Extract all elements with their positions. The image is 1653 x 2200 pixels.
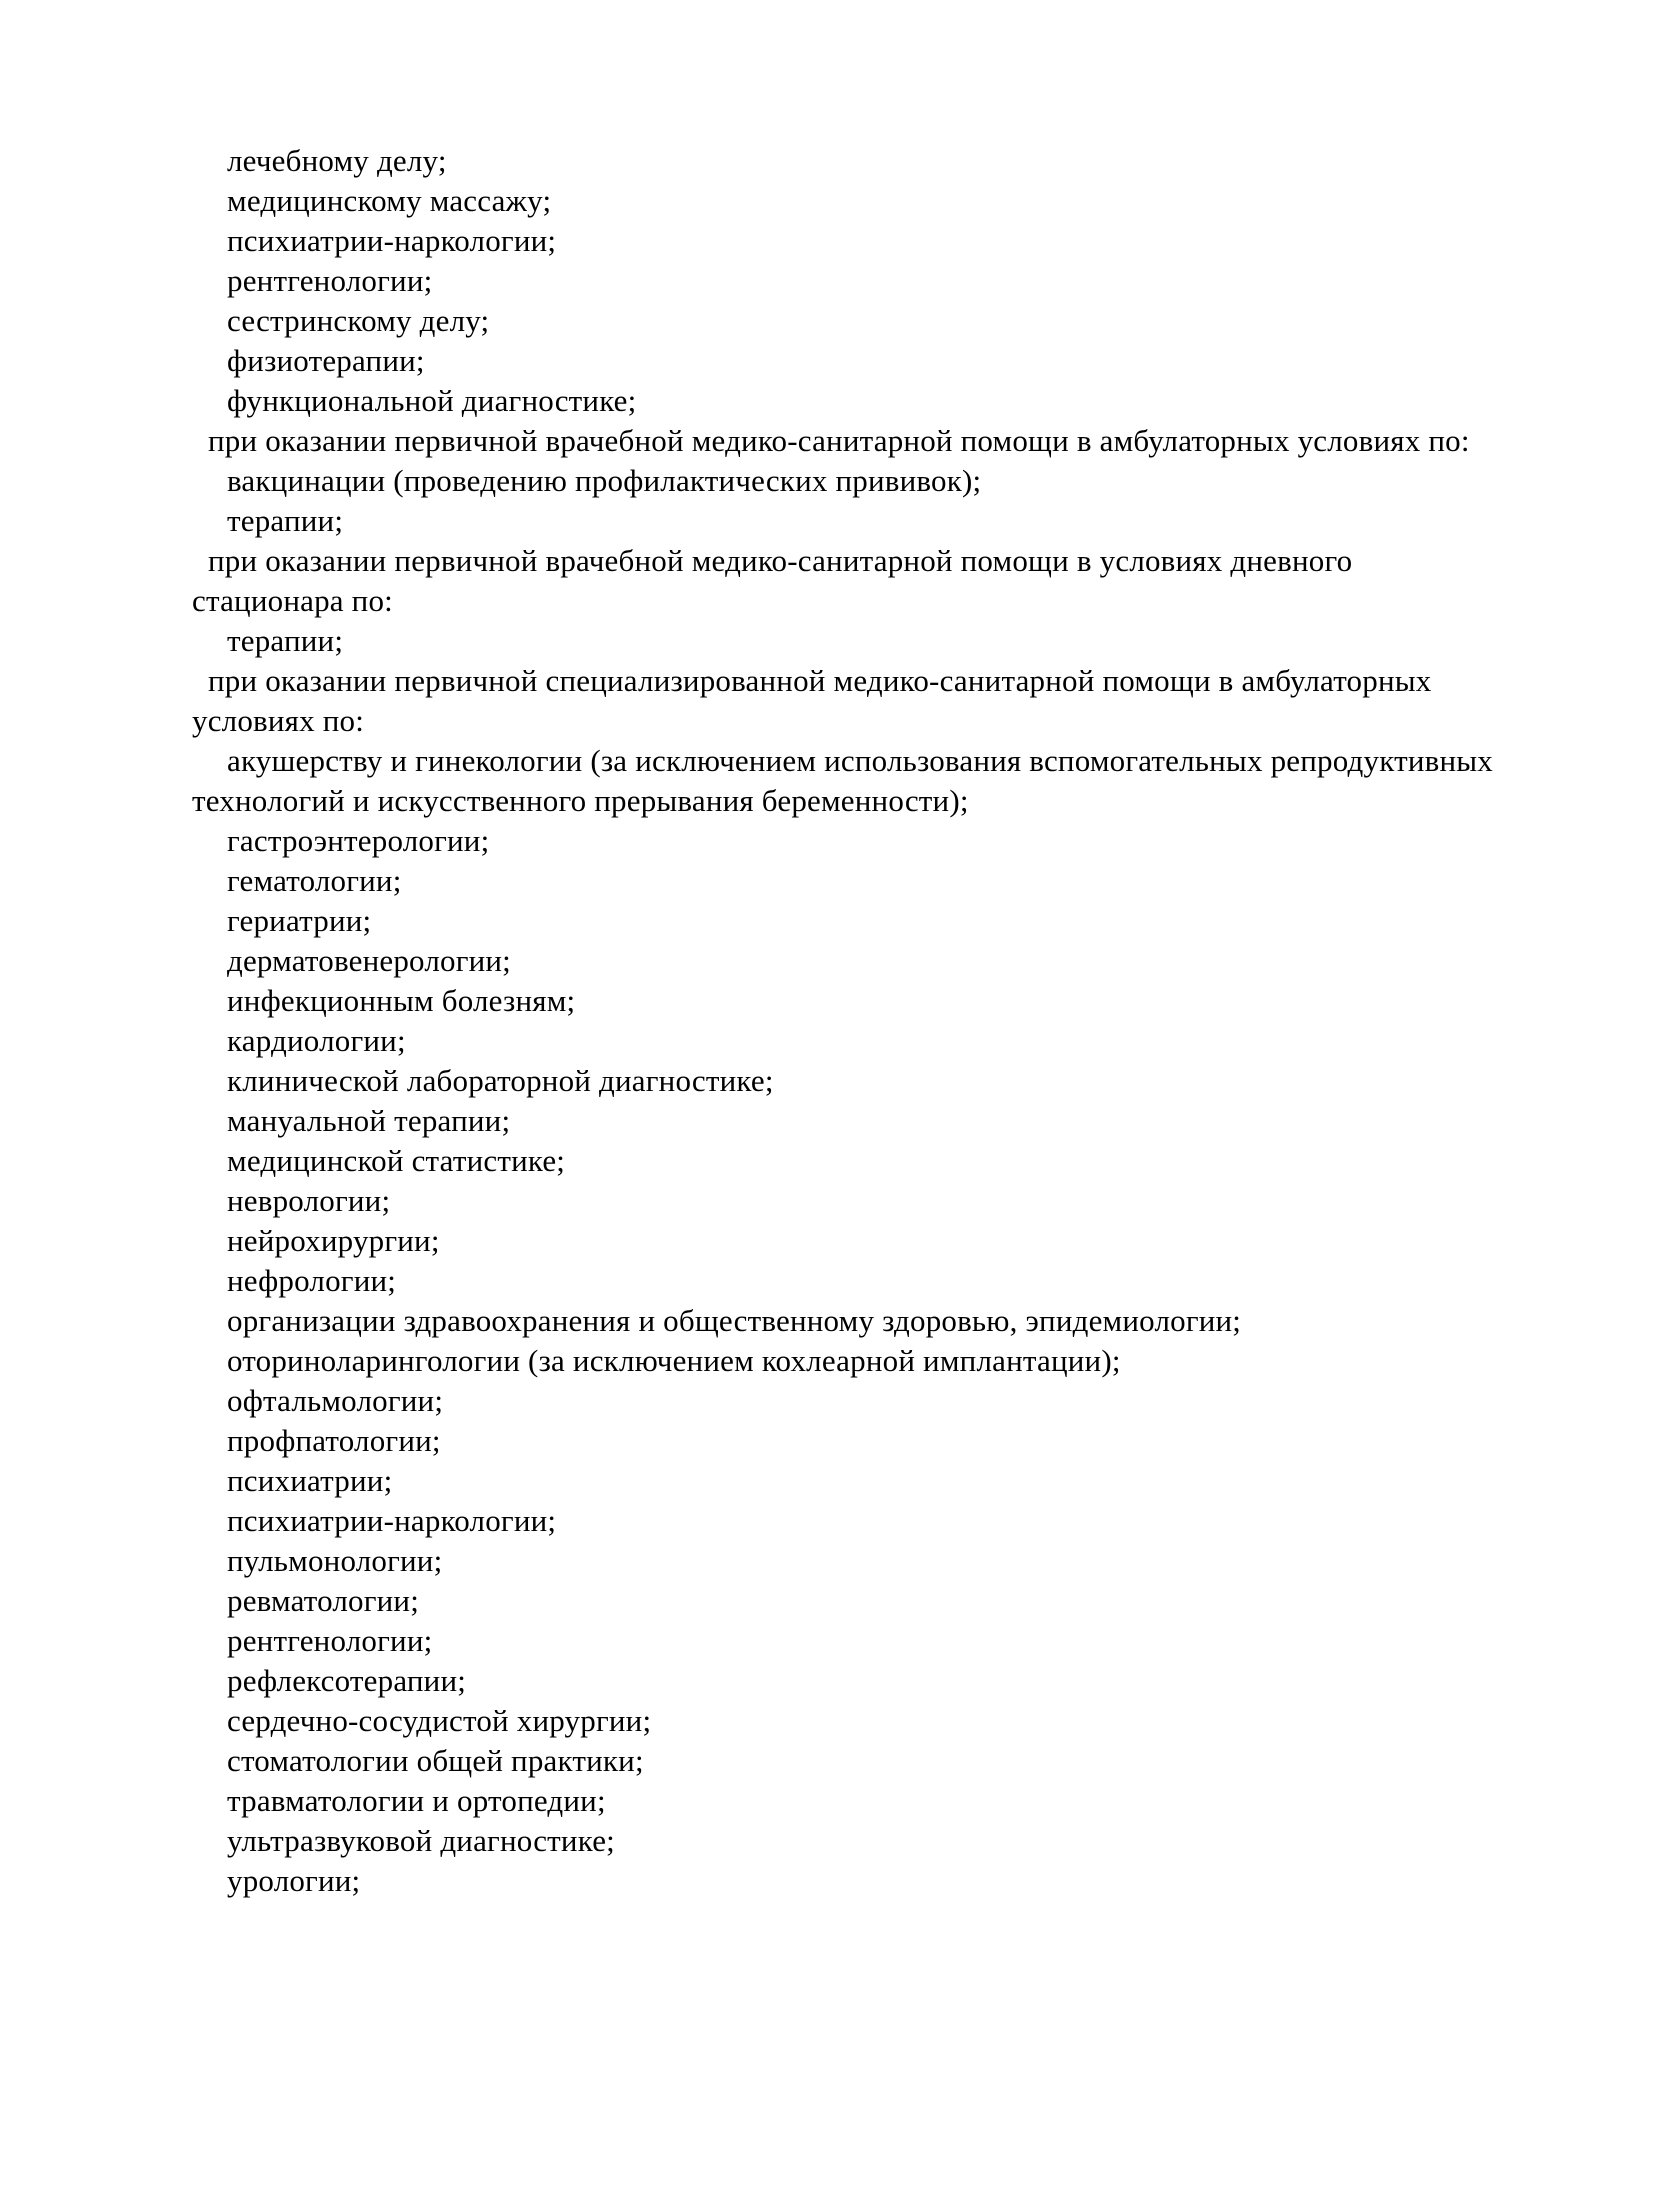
document-line: рентгенологии; bbox=[227, 1623, 433, 1658]
document-line: кардиологии; bbox=[227, 1023, 406, 1058]
document-line: сестринскому делу; bbox=[227, 303, 490, 338]
document-line: профпатологии; bbox=[227, 1423, 441, 1458]
document-line: лечебному делу; bbox=[227, 143, 447, 178]
document-line: гериатрии; bbox=[227, 903, 372, 938]
document-line: технологий и искусственного прерывания беременности); bbox=[192, 783, 969, 818]
document-line: дерматовенерологии; bbox=[227, 943, 511, 978]
document-line: офтальмологии; bbox=[227, 1383, 444, 1418]
document-line: терапии; bbox=[227, 503, 344, 538]
license-specialties-text-block bbox=[192, 141, 1597, 1901]
document-line: травматологии и ортопедии; bbox=[227, 1783, 606, 1818]
document-line: психиатрии-наркологии; bbox=[227, 223, 557, 258]
document-line: нейрохирургии; bbox=[227, 1223, 440, 1258]
document-line: психиатрии; bbox=[227, 1463, 393, 1498]
document-line: клинической лабораторной диагностике; bbox=[227, 1063, 774, 1098]
document-line: стационара по: bbox=[192, 583, 393, 618]
document-line: инфекционным болезням; bbox=[227, 983, 576, 1018]
document-line: при оказании первичной специализированной медико-санитарной помощи в амбулаторных bbox=[208, 663, 1432, 698]
document-line: пульмонологии; bbox=[227, 1543, 443, 1578]
document-line: организации здравоохранения и общественному здоровью, эпидемиологии; bbox=[227, 1303, 1242, 1338]
document-line: оториноларингологии (за исключением кохлеарной имплантации); bbox=[227, 1343, 1121, 1378]
document-line: физиотерапии; bbox=[227, 343, 425, 378]
document-line: нефрологии; bbox=[227, 1263, 397, 1298]
document-line: акушерству и гинекологии (за исключением использования вспомогательных репродуктивных bbox=[227, 743, 1493, 778]
document-line: мануальной терапии; bbox=[227, 1103, 511, 1138]
document-line: рентгенологии; bbox=[227, 263, 433, 298]
document-line: психиатрии-наркологии; bbox=[227, 1503, 557, 1538]
document-line: гематологии; bbox=[227, 863, 402, 898]
document-line: при оказании первичной врачебной медико-санитарной помощи в амбулаторных условиях по: bbox=[208, 423, 1470, 458]
document-line: вакцинации (проведению профилактических прививок); bbox=[227, 463, 982, 498]
document-line: медицинской статистике; bbox=[227, 1143, 566, 1178]
document-line: урологии; bbox=[227, 1863, 361, 1898]
document-line: рефлексотерапии; bbox=[227, 1663, 467, 1698]
document-line: условиях по: bbox=[192, 703, 365, 738]
document-line: при оказании первичной врачебной медико-санитарной помощи в условиях дневного bbox=[208, 543, 1353, 578]
document-line: медицинскому массажу; bbox=[227, 183, 552, 218]
document-line: стоматологии общей практики; bbox=[227, 1743, 644, 1778]
document-line: сердечно-сосудистой хирургии; bbox=[227, 1703, 652, 1738]
document-line: неврологии; bbox=[227, 1183, 391, 1218]
document-line: ревматологии; bbox=[227, 1583, 420, 1618]
document-line: гастроэнтерологии; bbox=[227, 823, 490, 858]
document-line: функциональной диагностике; bbox=[227, 383, 637, 418]
document-line: ультразвуковой диагностике; bbox=[227, 1823, 615, 1858]
document-line: терапии; bbox=[227, 623, 344, 658]
